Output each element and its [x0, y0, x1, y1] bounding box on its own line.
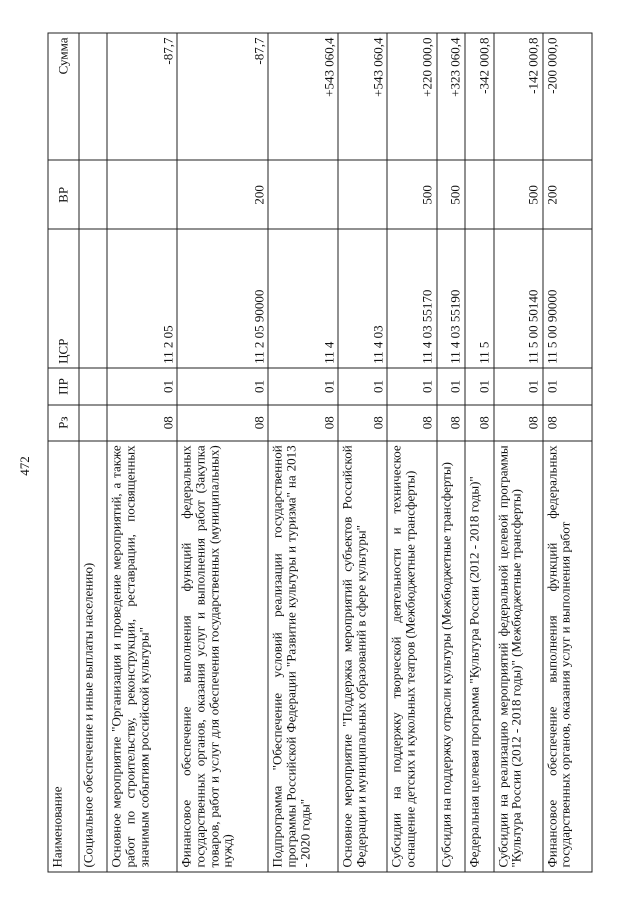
- cell-rz: 08: [387, 404, 436, 440]
- page-number-text: 472: [17, 456, 32, 476]
- cell-name: Субсидии на реализацию мероприятий федеральной целевой программы "Культура России (2012 - 2018 годы)" (Межбюджетные трансферты): [494, 440, 543, 871]
- cell-rz: 08: [437, 404, 465, 440]
- cell-sum: +220 000,0: [387, 33, 436, 160]
- cell-rz: 08: [465, 404, 493, 440]
- cell-rz: 08: [107, 404, 177, 440]
- cell-name: Подпрограмма "Обеспечение условий реализации государственной программы Российской Федерации "Развитие культуры и туризма" на 2013 - 2020 годы": [268, 440, 338, 871]
- cell-rz: 08: [494, 404, 543, 440]
- table-row: [494, 33, 543, 872]
- cell-sum: -200 000,0: [543, 33, 592, 160]
- header-pr: ПР: [48, 368, 79, 404]
- table-row: [268, 33, 338, 872]
- cell-sum: +543 060,4: [268, 33, 338, 160]
- cell-name: Финансовое обеспечение выполнения функций федеральных государственных органов, оказания услуг и выполнения работ (Закупка товаров, работ и услуг для обеспечения государственных (муниципальных) нужд): [177, 440, 268, 871]
- cell-vr: 500: [494, 160, 543, 229]
- table-row: [387, 33, 436, 872]
- cell-rz: 08: [543, 404, 592, 440]
- cell-csr: 11 5: [465, 229, 493, 368]
- cell-rz: 08: [177, 404, 268, 440]
- header-vr: ВР: [48, 160, 79, 229]
- cell-vr: 200: [543, 160, 592, 229]
- cell-name: Субсидия на поддержку отрасли культуры (Межбюджетные трансферты): [437, 440, 465, 871]
- budget-table-container: [48, 32, 593, 872]
- cell-sum: +323 060,4: [437, 33, 465, 160]
- budget-table: [48, 32, 593, 872]
- cell-name: Федеральная целевая программа "Культура России (2012 - 2018 годы)": [465, 440, 493, 871]
- cell-pr: 01: [387, 368, 436, 404]
- cell-name: Основное мероприятие "Поддержка мероприятий субъектов Российской Федерации и муниципальных образований в сфере культуры": [338, 440, 387, 871]
- cell-name: Финансовое обеспечение выполнения функций федеральных государственных органов, оказания услуг и выполнения работ: [543, 440, 592, 871]
- cell-pr: 01: [268, 368, 338, 404]
- cell-sum: -87,7: [107, 33, 177, 160]
- cell-sum: [79, 33, 107, 160]
- cell-vr: [338, 160, 387, 229]
- table-row: [543, 33, 592, 872]
- cell-vr: [79, 160, 107, 229]
- table-row: [177, 33, 268, 872]
- cell-pr: 01: [437, 368, 465, 404]
- cell-vr: [268, 160, 338, 229]
- cell-sum: -142 000,8: [494, 33, 543, 160]
- header-csr: ЦСР: [48, 229, 79, 368]
- cell-csr: 11 4 03: [338, 229, 387, 368]
- page-number: [18, 446, 32, 486]
- cell-name: Основное мероприятие "Организация и проведение мероприятий, а также работ по строительству, реконструкции, реставрации, посвященных значимым событиям российской культуры": [107, 440, 177, 871]
- cell-rz: 08: [338, 404, 387, 440]
- cell-csr: [79, 229, 107, 368]
- cell-name: Субсидии на поддержку творческой деятельности и техническое оснащение детских и кукольных театров (Межбюджетные трансферты): [387, 440, 436, 871]
- cell-csr: 11 5 00 90000: [543, 229, 592, 368]
- header-rz: Рз: [48, 404, 79, 440]
- header-name: Наименование: [48, 440, 79, 871]
- table-header-row: [48, 33, 79, 872]
- table-row: [437, 33, 465, 872]
- cell-vr: 500: [387, 160, 436, 229]
- cell-pr: 01: [494, 368, 543, 404]
- header-sum: Сумма: [48, 33, 79, 160]
- cell-pr: 01: [107, 368, 177, 404]
- cell-pr: 01: [177, 368, 268, 404]
- table-row: [338, 33, 387, 872]
- cell-vr: [107, 160, 177, 229]
- cell-vr: 200: [177, 160, 268, 229]
- cell-sum: -87,7: [177, 33, 268, 160]
- cell-csr: 11 2 05: [107, 229, 177, 368]
- cell-pr: 01: [338, 368, 387, 404]
- cell-sum: -342 000,8: [465, 33, 493, 160]
- cell-csr: 11 4: [268, 229, 338, 368]
- cell-csr: 11 4 03 55170: [387, 229, 436, 368]
- cell-rz: 08: [268, 404, 338, 440]
- table-row: [107, 33, 177, 872]
- cell-csr: 11 5 00 50140: [494, 229, 543, 368]
- cell-csr: 11 4 03 55190: [437, 229, 465, 368]
- cell-csr: 11 2 05 90000: [177, 229, 268, 368]
- cell-name: (Социальное обеспечение и иные выплаты населению): [79, 440, 107, 871]
- table-row: [79, 33, 107, 872]
- table-body: [79, 33, 592, 872]
- cell-pr: [79, 368, 107, 404]
- cell-sum: +543 060,4: [338, 33, 387, 160]
- table-row: [465, 33, 493, 872]
- cell-vr: [465, 160, 493, 229]
- cell-pr: 01: [465, 368, 493, 404]
- cell-vr: 500: [437, 160, 465, 229]
- cell-rz: [79, 404, 107, 440]
- cell-pr: 01: [543, 368, 592, 404]
